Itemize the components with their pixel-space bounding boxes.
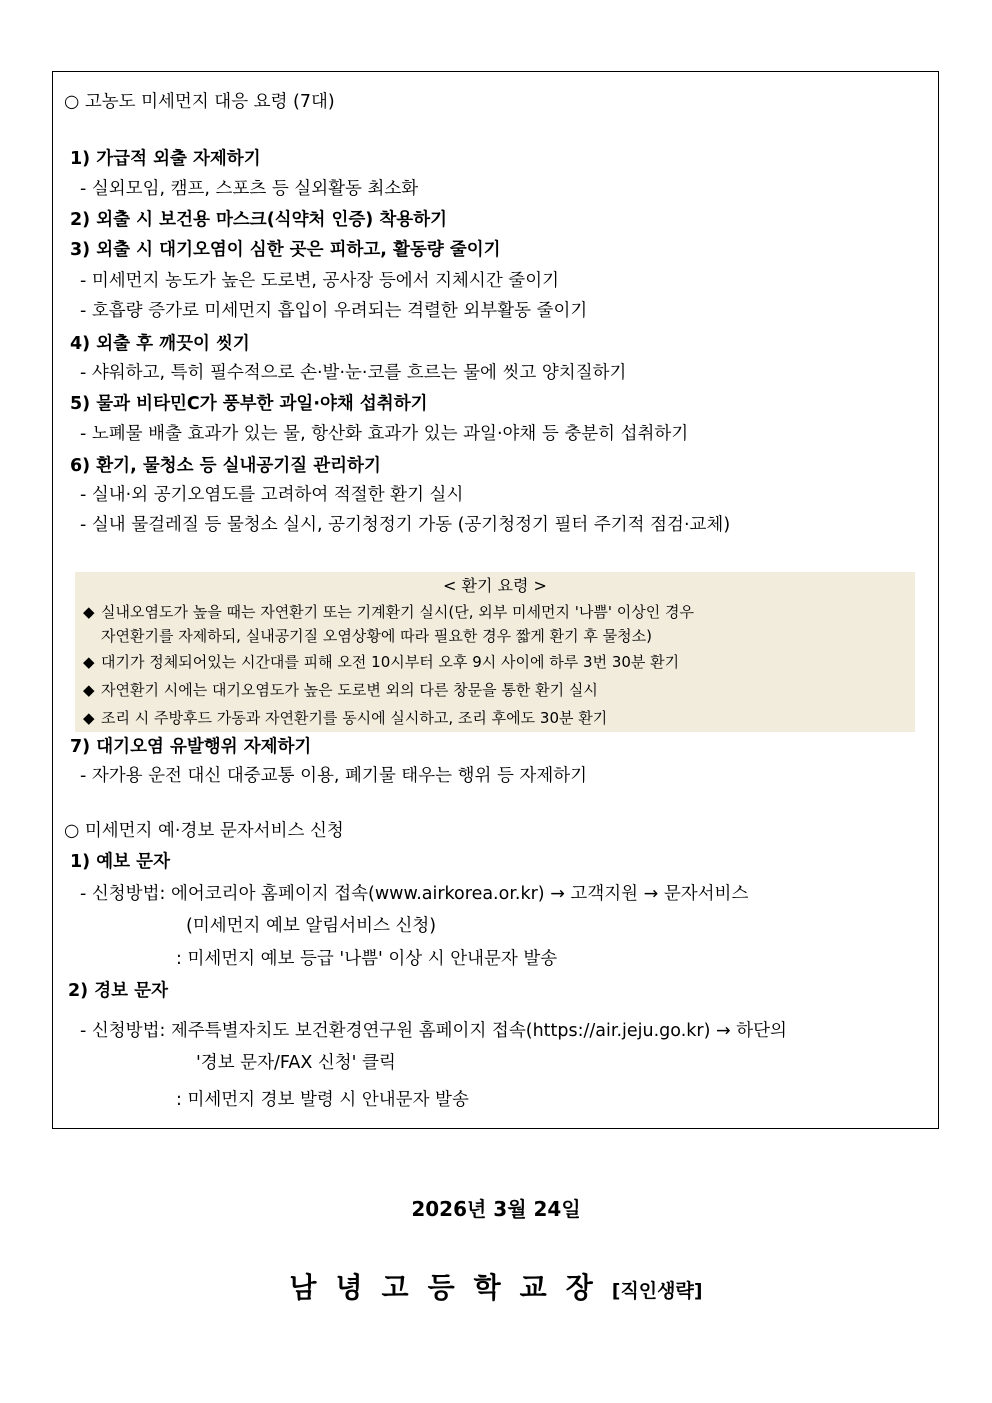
alert-sms-method: - 신청방법: 제주특별자치도 보건환경연구원 홈페이지 접속(https://air.jeju.go.kr) → 하단의 xyxy=(80,1021,787,1041)
item-detail: - 샤워하고, 특히 필수적으로 손·발·눈·코를 흐르는 물에 씻고 양치질하기 xyxy=(80,363,627,383)
ventilation-tips-box xyxy=(75,572,915,732)
tip-item-continued: 자연환기를 자제하되, 실내공기질 오염상황에 따라 필요한 경우 짧게 환기 후 물청소) xyxy=(101,627,652,645)
seal-omitted-note: [직인생략] xyxy=(611,1280,703,1302)
item-title-1: 1) 가급적 외출 자제하기 xyxy=(70,149,261,169)
tip-item: 대기가 정체되어있는 시간대를 피해 오전 10시부터 오후 9시 사이에 하루 3번 30분 환기 xyxy=(101,653,680,671)
item-title-5: 5) 물과 비타민C가 풍부한 과일·야채 섭취하기 xyxy=(70,394,428,414)
item-detail: - 호흡량 증가로 미세먼지 흡입이 우려되는 격렬한 외부활동 줄이기 xyxy=(80,301,588,321)
item-detail: - 실내 물걸레질 등 물청소 실시, 공기청정기 가동 (공기청정기 필터 주기적 점검·교체) xyxy=(80,515,731,535)
item-title-2: 2) 외출 시 보건용 마스크(식약처 인증) 착용하기 xyxy=(70,210,448,230)
bullet-icon: ◆ xyxy=(83,709,95,727)
item-title-4: 4) 외출 후 깨끗이 씻기 xyxy=(70,334,250,354)
bullet-icon: ◆ xyxy=(83,653,95,671)
signature-block xyxy=(0,1266,992,1306)
document-date: 2026년 3월 24일 xyxy=(411,1197,581,1221)
forecast-sms-note: (미세먼지 예보 알림서비스 신청) xyxy=(186,916,437,936)
bullet-icon: ◆ xyxy=(83,681,95,699)
alert-sms-title: 2) 경보 문자 xyxy=(68,981,168,1001)
item-title-3: 3) 외출 시 대기오염이 심한 곳은 피하고, 활동량 줄이기 xyxy=(70,240,501,260)
alert-sms-note: '경보 문자/FAX 신청' 클릭 xyxy=(196,1053,396,1073)
ventilation-tips-title: < 환기 요령 > xyxy=(443,576,547,595)
item-detail: - 실외모임, 캠프, 스포츠 등 실외활동 최소화 xyxy=(80,179,419,199)
item-detail: - 자가용 운전 대신 대중교통 이용, 폐기물 태우는 행위 등 자제하기 xyxy=(80,766,588,786)
tip-item: 실내오염도가 높을 때는 자연환기 또는 기계환기 실시(단, 외부 미세먼지 '나쁨' 이상인 경우 xyxy=(101,603,694,621)
tip-item: 자연환기 시에는 대기오염도가 높은 도로변 외의 다른 창문을 통한 환기 실시 xyxy=(101,681,598,699)
forecast-sms-method: - 신청방법: 에어코리아 홈페이지 접속(www.airkorea.or.kr) → 고객지원 → 문자서비스 xyxy=(80,884,749,904)
signer-name: 남녕고등학교장 xyxy=(289,1271,612,1304)
item-detail: - 미세먼지 농도가 높은 도로변, 공사장 등에서 지체시간 줄이기 xyxy=(80,271,560,291)
tip-item: 조리 시 주방후드 가동과 자연환기를 동시에 실시하고, 조리 후에도 30분 환기 xyxy=(101,709,608,727)
item-title-6: 6) 환기, 물청소 등 실내공기질 관리하기 xyxy=(70,456,381,476)
item-detail: - 노폐물 배출 효과가 있는 물, 항산화 효과가 있는 과일·야채 등 충분히 섭취하기 xyxy=(80,424,689,444)
section-heading-response: ○ 고농도 미세먼지 대응 요령 (7대) xyxy=(64,92,335,112)
item-title-7: 7) 대기오염 유발행위 자제하기 xyxy=(70,737,312,757)
item-detail: - 실내·외 공기오염도를 고려하여 적절한 환기 실시 xyxy=(80,485,464,505)
alert-sms-desc: : 미세먼지 경보 발령 시 안내문자 발송 xyxy=(176,1090,469,1110)
bullet-icon: ◆ xyxy=(83,603,95,621)
section-heading-sms: ○ 미세먼지 예·경보 문자서비스 신청 xyxy=(64,821,344,841)
forecast-sms-desc: : 미세먼지 예보 등급 '나쁨' 이상 시 안내문자 발송 xyxy=(176,949,558,969)
forecast-sms-title: 1) 예보 문자 xyxy=(70,852,170,872)
